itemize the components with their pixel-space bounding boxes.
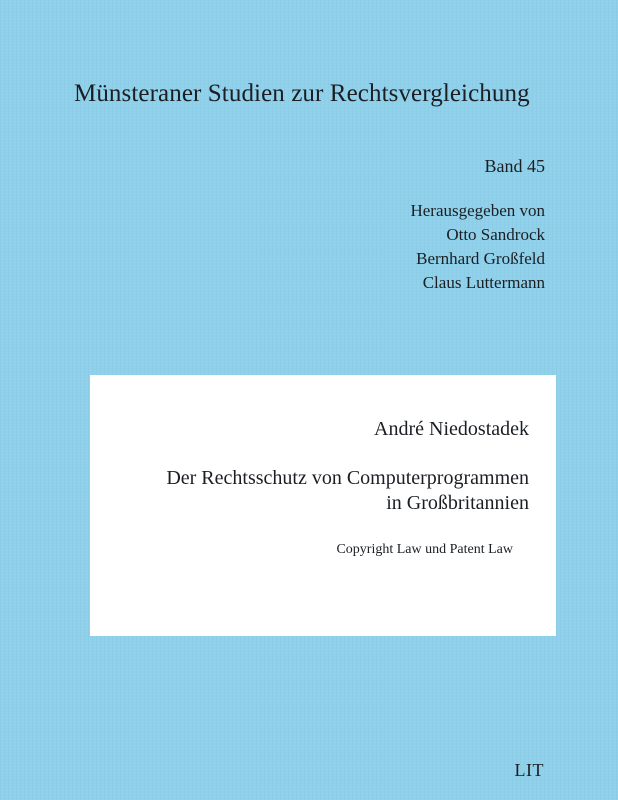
title-panel: [90, 375, 556, 636]
series-title: Münsteraner Studien zur Rechtsvergleichung: [74, 80, 530, 107]
editors-heading: Herausgegeben von: [410, 201, 545, 220]
book-title: [166, 466, 529, 516]
editors-block: [410, 199, 545, 295]
publisher-name: LIT: [514, 760, 544, 780]
book-title-line: Der Rechtsschutz von Computerprogrammen: [166, 467, 529, 489]
editor-name: Claus Luttermann: [422, 273, 545, 292]
book-subtitle: Copyright Law und Patent Law: [336, 542, 513, 557]
editor-name: Otto Sandrock: [446, 225, 545, 244]
editor-name: Bernhard Großfeld: [416, 249, 545, 268]
volume-number: Band 45: [484, 156, 545, 176]
book-title-line: in Großbritannien: [386, 492, 529, 514]
author-name: André Niedostadek: [374, 418, 529, 440]
